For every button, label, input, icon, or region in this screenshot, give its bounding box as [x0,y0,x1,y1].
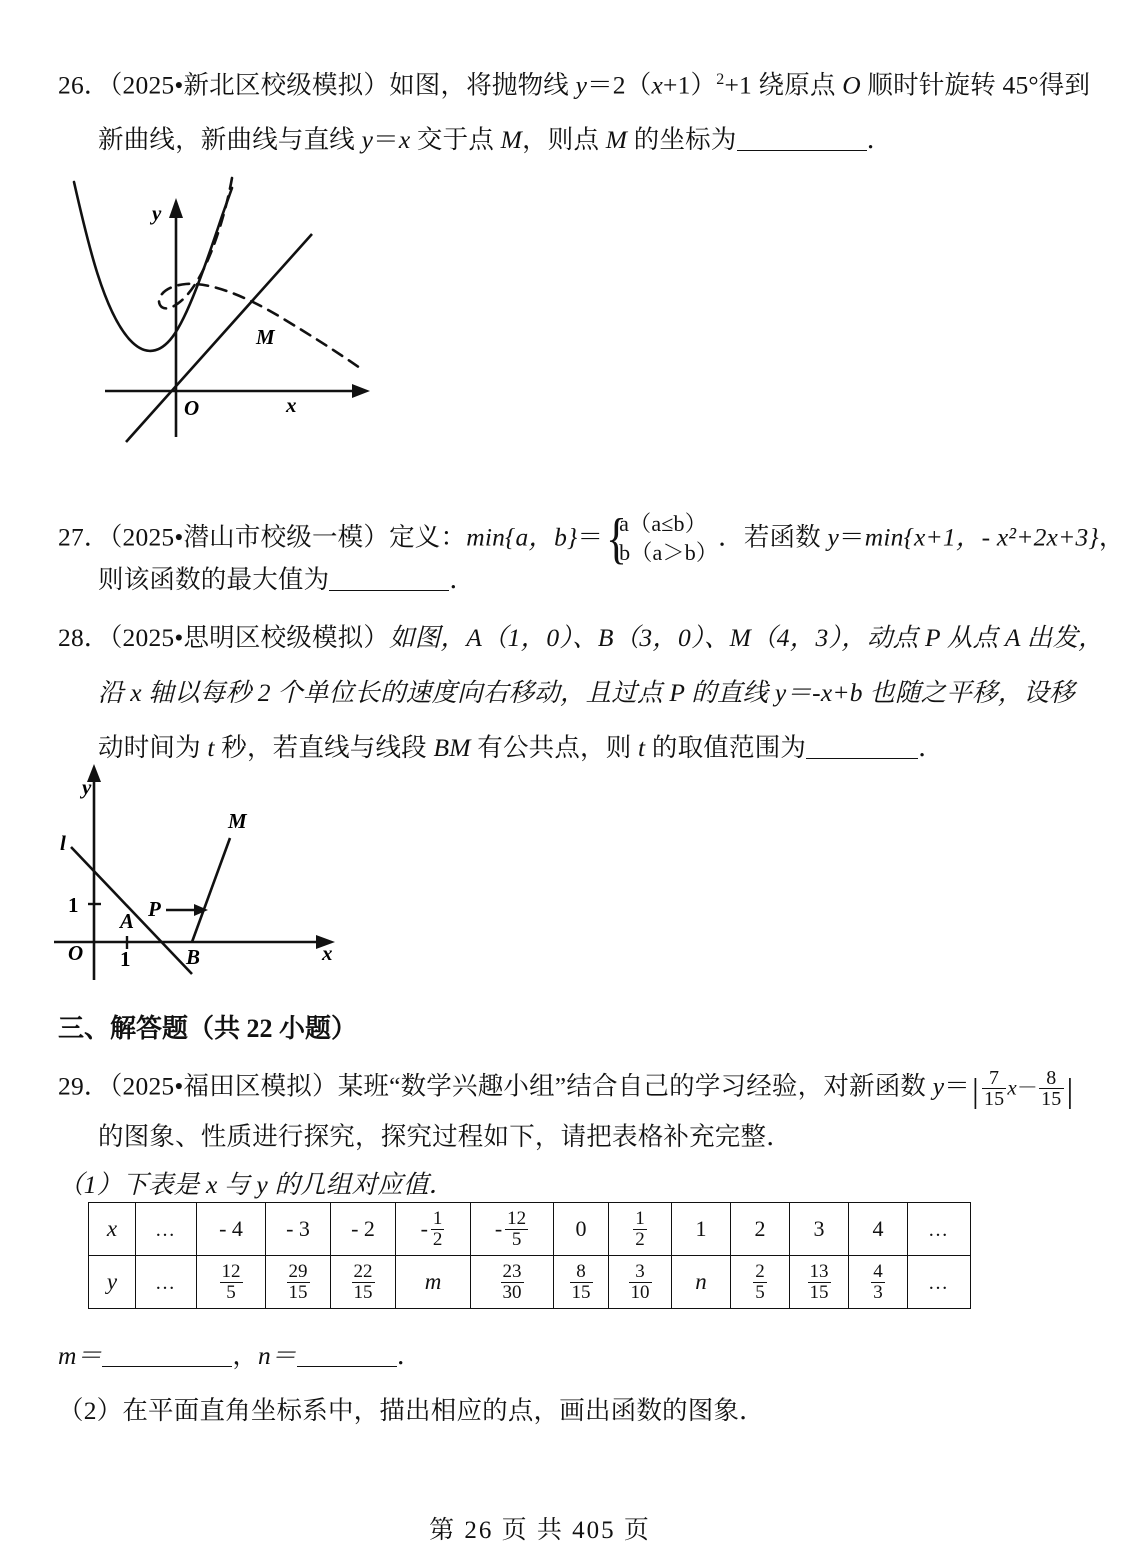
q28-text-line-2: 沿 x 轴以每秒 2 个单位长的速度向右移动，且过点 P 的直线 y＝‑x+b 也随之平移，设移 [98,678,1075,707]
page-footer: 第 26 页 共 405 页 [429,1517,651,1544]
fig28-segment-bm [192,838,230,942]
fig28-label-y: y [82,775,92,799]
q29-var-y: y [932,1071,945,1101]
q29-text-a: 某班“数学兴趣小组”结合自己的学习经验，对新函数 [337,1071,933,1101]
question-28-line-1: 28．（2025•思明区校级模拟）如图，A（1，0）、B（3，0）、M（4，3），动点 P 从点 A 出发， [58,623,1104,652]
question-28-line-2 [98,680,1075,706]
cell-y-7: $\frac{3}{10}$ [609,1256,672,1309]
q26-text-c: +1） [663,70,717,100]
m-answer-blank[interactable] [102,1366,232,1367]
q27-text-b: ．若函数 [718,522,828,552]
fig28-label-l: l [60,831,66,855]
cell-y-1: $\frac{12}{5}$ [197,1256,266,1309]
fig28-label-origin: O [68,941,84,965]
q27-number: 27 [58,522,84,552]
fig28-tick-label-x-1: 1 [120,947,131,971]
cell-y-9: $\frac{2}{5}$ [731,1256,790,1309]
q29-equals: ＝ [944,1071,970,1101]
q26-point-o: O [842,70,861,100]
cell-y-2: $\frac{29}{15}$ [266,1256,331,1309]
question-29-line-1: 29．（2025•福田区模拟）某班“数学兴趣小组”结合自己的学习经验，对新函数 y＝| $\frac{7}{15}$ x－ $\frac{8}{15}$ | [58,1067,1074,1111]
q29-number: 29 [58,1071,84,1101]
q27-case-1: a（a≤b） [619,511,707,536]
q27-period: ． [449,565,476,594]
q28-l3-text-b: 秒，若直线与线段 [214,733,434,762]
q28-l3-text-a: 动时间为 [98,733,208,762]
q27-fn-body: min{x+1，‑ x²+2x+3} [864,522,1099,552]
question-29-line-2 [98,1124,792,1150]
cell-y-0: … [136,1256,197,1309]
q26-l2-var-x: x [398,125,411,154]
q28-var-t: t [207,733,215,762]
fig26-x-arrow [352,384,370,398]
q26-l2-text-a: 新曲线，新曲线与直线 [98,125,362,154]
cell-x-4: ‑ $\frac{1}{2}$ [396,1203,471,1256]
fig26-label-x: x [286,393,297,417]
question-27-line-2 [98,567,475,593]
q28-l3-text-c: 有公共点，则 [470,733,639,762]
cell-x-7: $\frac{1}{2}$ [609,1203,672,1256]
q27-source: （2025•潜山市校级一模） [109,522,390,552]
q26-point-m: M [500,125,523,154]
cell-x-9: 2 [731,1203,790,1256]
cell-x-12: … [908,1203,971,1256]
q28-var-t2: t [638,733,646,762]
q26-text-b: ＝2（ [587,70,652,100]
fig26-y-arrow [169,198,183,218]
fig26-label-origin: O [184,396,200,420]
q26-l2-var-y: y [361,125,374,154]
q26-text-e: 顺时针旋转 45°得到 [860,70,1091,100]
cell-y-5: $\frac{23}{30}$ [471,1256,554,1309]
fig26-label-m: M [256,325,275,349]
q28-period: ． [918,733,944,762]
q29-part1-text: （1）下表是 x 与 y 的几组对应值． [58,1170,455,1199]
cell-y-6: $\frac{8}{15}$ [554,1256,609,1309]
mn-answer-line: m＝ ，n＝ ． [58,1341,423,1370]
n-label: n＝ [258,1341,297,1370]
q27-answer-blank[interactable] [329,590,449,591]
cell-x-0: … [136,1203,197,1256]
fig26-label-y: y [152,201,162,225]
cell-x-3: ‑ 2 [331,1203,396,1256]
correspondence-table [88,1202,971,1309]
fig28-label-b: B [186,945,201,969]
q29-constant-fraction [1039,1068,1063,1110]
q26-l2-text-c: 交于点 [410,125,501,154]
q29-const-den: 15 [1041,1088,1062,1111]
question-29-part-1 [58,1172,454,1198]
q29-const-num: 8 [1046,1067,1057,1089]
cell-y-8-n: n [672,1256,731,1309]
cell-y-3: $\frac{22}{15}$ [331,1256,396,1309]
q29-minus: － [1016,1075,1039,1100]
row-header-y: y [89,1256,136,1309]
q26-text-d: +1 绕原点 [724,70,843,100]
question-26-line-2 [98,127,892,153]
table-row-x [89,1203,971,1256]
question-26-line-1: 26．（2025•新北区校级模拟）如图，将抛物线 $y=2(x+1)^2+1$ 绕原点 O 顺时针旋转 45°得到 [58,70,1091,100]
fig26-line-y-equals-x [126,234,312,442]
q28-segment-bm: BM [433,733,471,762]
q28-number: 28 [58,623,84,652]
row-header-x: x [89,1203,136,1256]
q26-period: ． [866,125,893,154]
cell-x-8: 1 [672,1203,731,1256]
n-answer-blank[interactable] [297,1366,397,1367]
q26-l2-text-d: ，则点 [522,125,606,154]
cell-x-5: ‑ $\frac{12}{5}$ [471,1203,554,1256]
q29-coef-num: 7 [989,1067,1000,1089]
q27-l2-text: 则该函数的最大值为 [98,565,330,594]
cell-x-1: ‑ 4 [197,1203,266,1256]
q27-min-definition: min{a，b} [466,522,578,552]
cell-y-11: $\frac{4}{3}$ [849,1256,908,1309]
question-27-line-1: 27．（2025•潜山市校级一模）定义：min{a，b}＝ { a（a≤b） b（a＞b） ．若函数 y＝min{x+1，‑ x²+2x+3}， [58,507,1125,570]
q29-part2-text: （2）在平面直角坐标系中，描出相应的点，画出函数的图象． [58,1396,765,1425]
section-3-heading: 三、解答题（共 22 小题） [58,1014,358,1043]
cell-y-10: $\frac{13}{15}$ [790,1256,849,1309]
q26-point-m2: M [605,125,628,154]
q27-text-c: ， [1098,522,1125,552]
fig28-label-a: A [120,909,135,933]
q26-text-a: 如图，将抛物线 [389,70,576,100]
q28-text-line-1: 如图，A（1，0）、B（3，0）、M（4，3），动点 P 从点 A 出发， [389,623,1104,652]
q26-answer-blank[interactable] [737,150,867,151]
q27-piecewise-cases [603,507,719,570]
cell-x-2: ‑ 3 [266,1203,331,1256]
q26-source: （2025•新北区校级模拟） [109,70,390,100]
q29-text-line-2: 的图象、性质进行探究，探究过程如下，请把表格补充完整． [98,1122,792,1151]
cell-y-4-m: m [396,1256,471,1309]
q27-equals: ＝ [577,522,604,552]
q29-abs-open: | [971,1073,979,1111]
fig28-label-x: x [322,941,333,965]
q29-var-x: x [1007,1075,1017,1100]
cell-x-11: 4 [849,1203,908,1256]
fig28-tick-label-y-1: 1 [68,893,79,917]
q27-brace: { [606,507,628,570]
cell-x-6: 0 [554,1203,609,1256]
q29-source: （2025•福田区模拟） [109,1071,338,1101]
table-row-y [89,1256,971,1309]
q27-text-a: 定义： [389,522,467,552]
m-label: m＝ [58,1341,103,1370]
figure-question-28 [44,752,374,984]
q27-fn-y: y [827,522,840,552]
q26-exponent: 2 [716,71,725,88]
q26-l2-eq: ＝ [373,125,399,154]
q28-source: （2025•思明区校级模拟） [109,623,390,652]
q29-abs-close: | [1066,1073,1074,1111]
q26-l2-text-e: 的坐标为 [627,125,737,154]
cell-y-12: … [908,1256,971,1309]
fig28-label-m: M [228,809,247,833]
q26-var-x: x [651,70,663,100]
cell-x-10: 3 [790,1203,849,1256]
q27-case-2: b（a＞b） [619,539,719,565]
q26-var-y: y [575,70,588,100]
fig28-label-p: P [148,897,161,921]
figure-question-26 [60,172,400,452]
q27-fn-equals: ＝ [839,522,865,552]
mn-period: ． [396,1341,423,1370]
q29-coefficient-fraction [982,1068,1006,1110]
q29-coef-den: 15 [983,1088,1005,1111]
q28-l3-text-d: 的取值范围为 [645,733,807,762]
q26-number: 26 [58,70,84,100]
q28-answer-blank[interactable] [806,758,918,759]
question-29-part-2 [58,1398,765,1424]
